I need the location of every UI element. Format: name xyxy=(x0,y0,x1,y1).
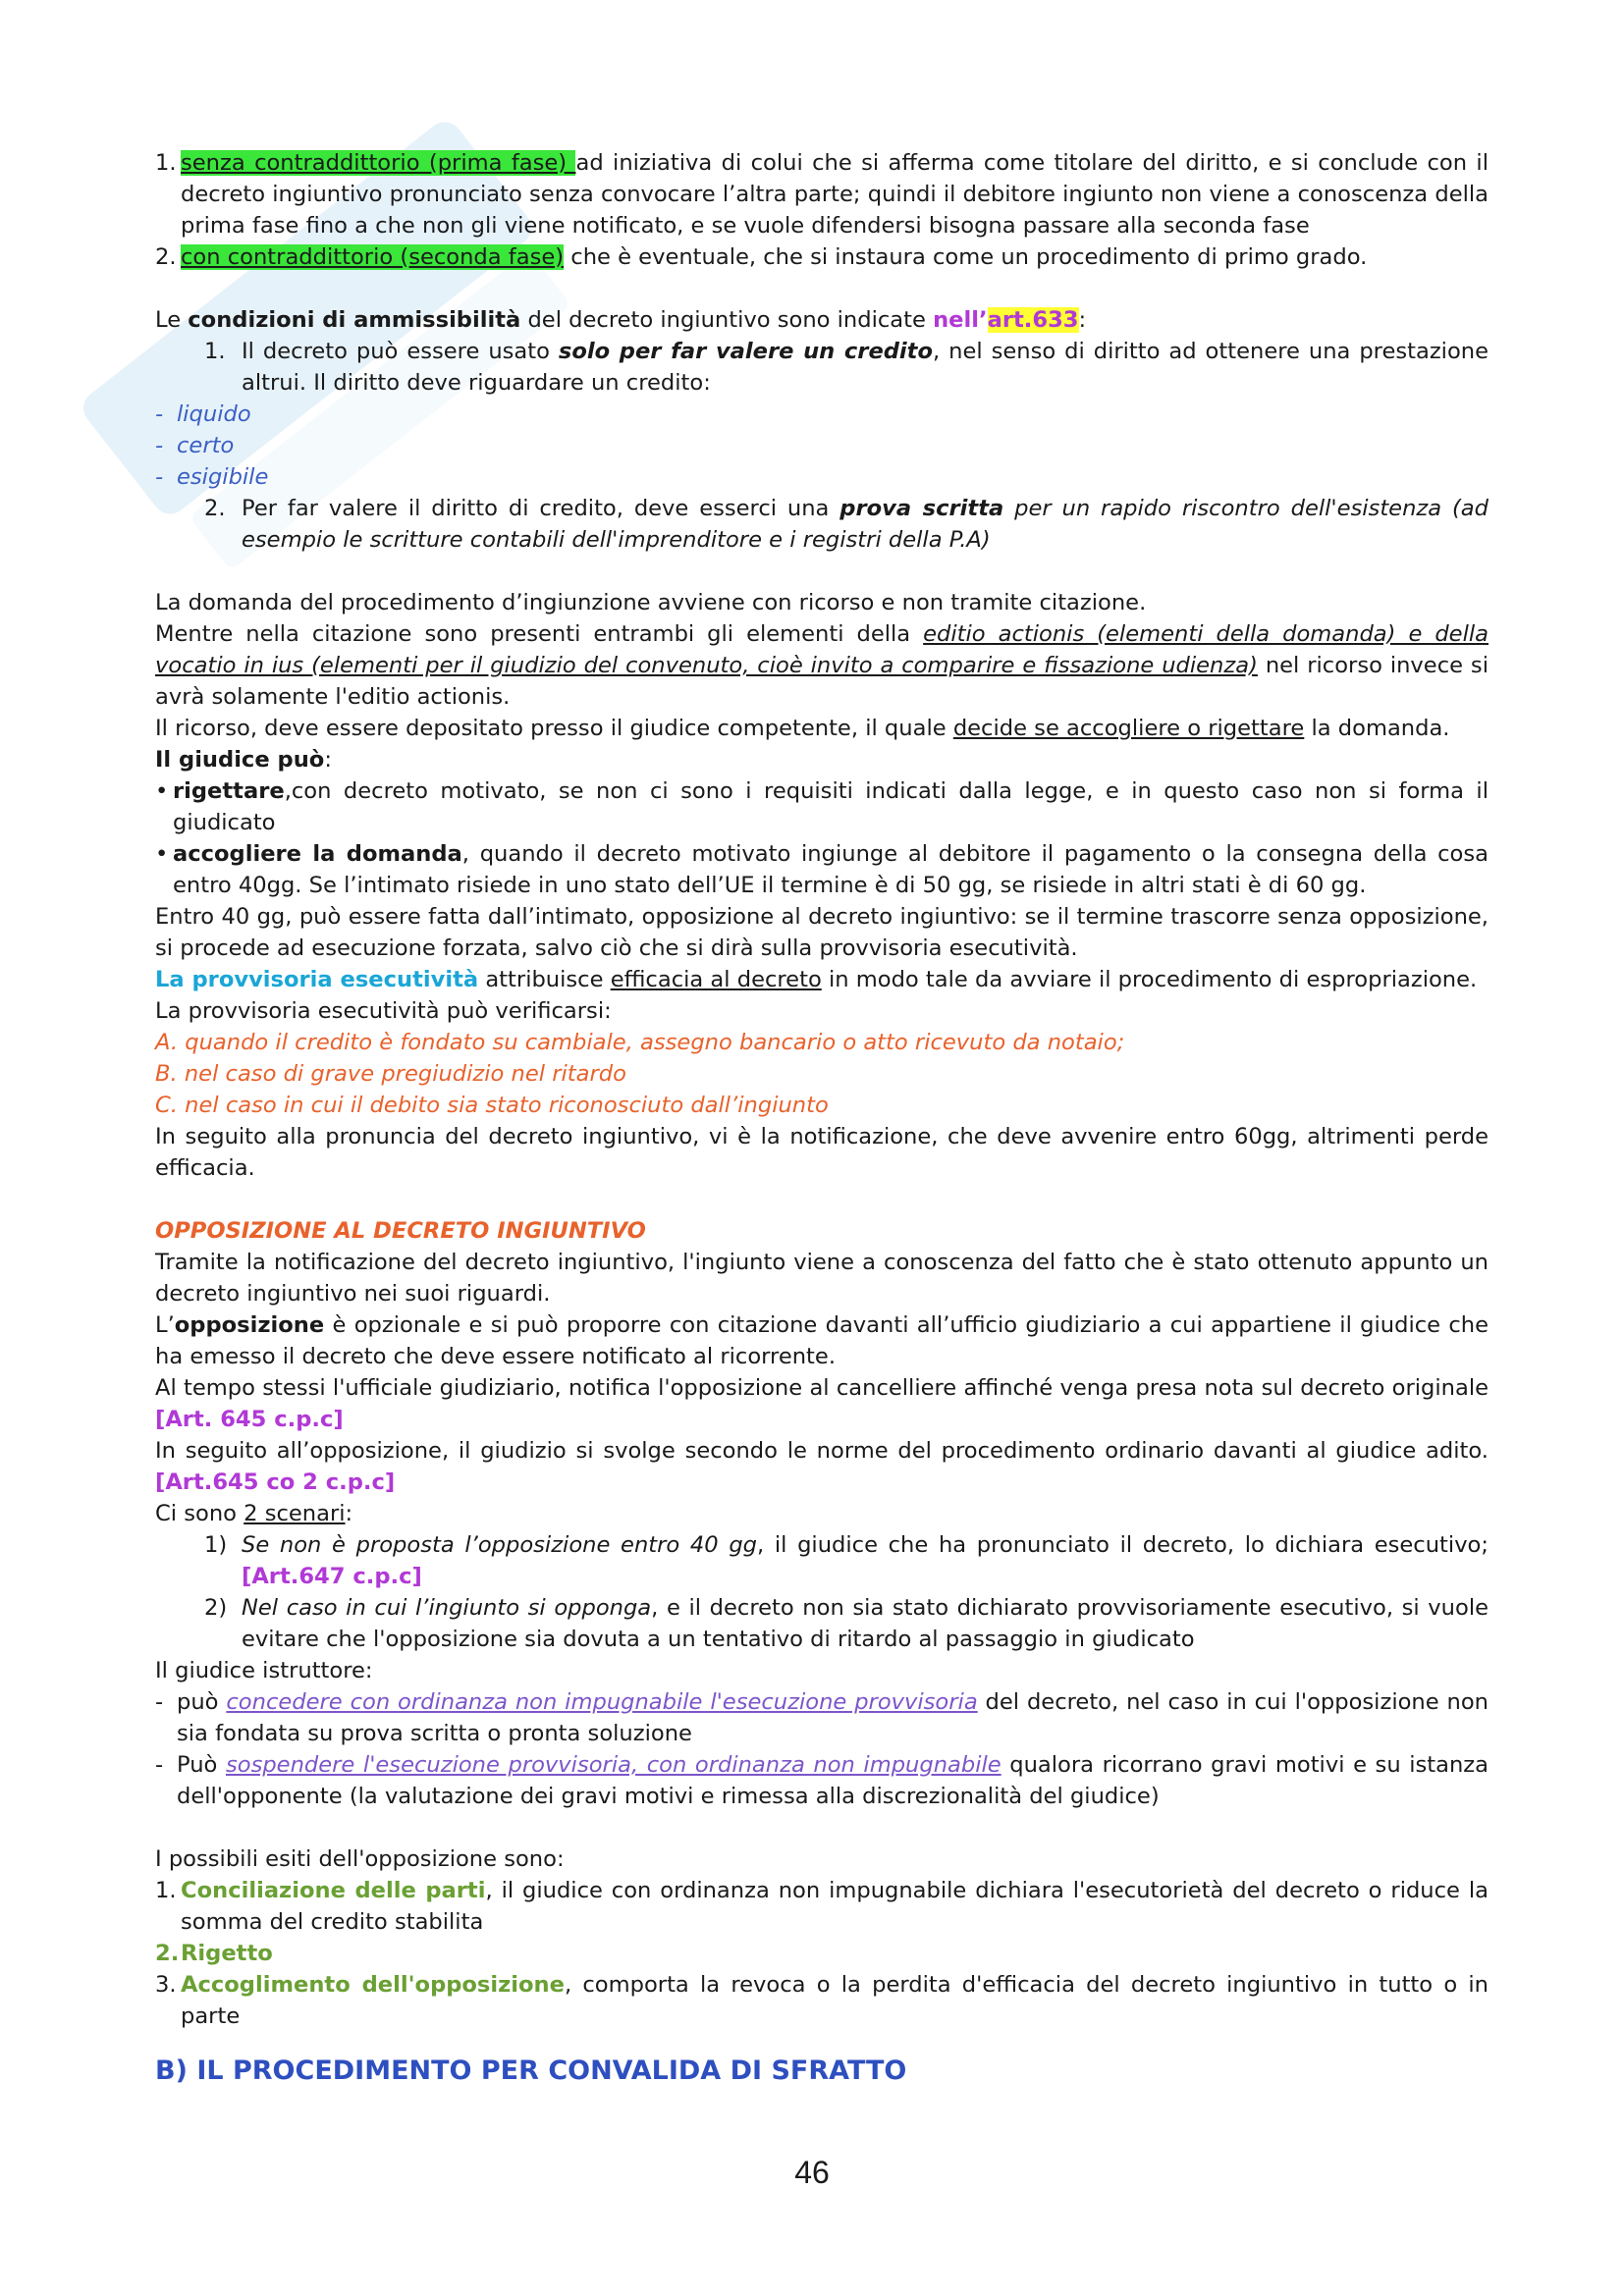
paragraph: Le condizioni di ammissibilità del decreto ingiuntivo sono indicate nell’art.633: xyxy=(155,307,1087,333)
link[interactable]: sospendere l'esecuzione provvisoria, con ordinanza non impugnabile xyxy=(225,1752,1001,1778)
list-item: - certo xyxy=(155,433,235,458)
paragraph: Il ricorso, deve essere depositato presso il giudice competente, il quale decide se accogliere o rigettare la domanda. xyxy=(155,716,1450,741)
list-item: - liquido xyxy=(155,401,251,427)
list-item: 1. Il decreto può essere usato solo per far valere un credito, nel senso di diritto ad ottenere una prestazione altrui. Il diritto deve riguardare un credito: xyxy=(204,339,1489,396)
list-item: C. nel caso in cui il debito sia stato riconosciuto dall’ingiunto xyxy=(155,1093,829,1118)
paragraph: Ci sono 2 scenari: xyxy=(155,1501,353,1526)
list-item: - esigibile xyxy=(155,464,269,490)
list-item: 1. Conciliazione delle parti, il giudice con ordinanza non impugnabile dichiara l'esecutorietà del decreto o riduce la somma del credito stabilita xyxy=(155,1878,1489,1935)
list-item: A. quando il credito è fondato su cambiale, assegno bancario o atto ricevuto da notaio; xyxy=(155,1030,1125,1055)
paragraph: L’opposizione è opzionale e si può proporre con citazione davanti all’ufficio giudiziario a cui appartiene il giudice che ha emesso il decreto che deve essere notificato al ricorrente. xyxy=(155,1312,1489,1369)
list-item: 2. Rigetto xyxy=(155,1941,273,1966)
list-item: 2. Per far valere il diritto di credito, deve esserci una prova scritta per un rapido riscontro dell'esistenza (ad esempio le scritture contabili dell'imprenditore e i registri della P.A) xyxy=(204,496,1489,553)
link[interactable]: concedere con ordinanza non impugnabile l'esecuzione provvisoria xyxy=(226,1689,978,1715)
paragraph: Il giudice istruttore: xyxy=(155,1658,373,1683)
paragraph: La provvisoria esecutività attribuisce efficacia al decreto in modo tale da avviare il procedimento di espropriazione. xyxy=(155,967,1478,992)
list-item: - Può sospendere l'esecuzione provvisoria, con ordinanza non impugnabile qualora ricorrano gravi motivi e su istanza dell'opponente (la valutazione dei gravi motivi e rimessa alla discrezionalità del giudice) xyxy=(155,1752,1489,1809)
paragraph: Il giudice può: xyxy=(155,747,332,773)
paragraph: Mentre nella citazione sono presenti entrambi gli elementi della editio actionis (elementi della domanda) e della vocatio in ius (elementi per il giudizio del convenuto, cioè invito a comparire e fissazione udienza) nel ricorso invece si avrà solamente l'editio actionis. xyxy=(155,621,1489,710)
list-item: 1. senza contraddittorio (prima fase) ad iniziativa di colui che si afferma come titolare del diritto, e si conclude con il decreto ingiuntivo pronunciato senza convocare l’altra parte; quindi il debitore ingiunto non viene a conoscenza della prima fase fino a che non gli viene notificato, e se vuole difendersi bisogna passare alla seconda fase xyxy=(155,150,1489,239)
list-item: 2) Nel caso in cui l’ingiunto si opponga, e il decreto non sia stato dichiarato provvisoriamente esecutivo, si vuole evitare che l'opposizione sia dovuta a un tentativo di ritardo al passaggio in giudicato xyxy=(204,1595,1489,1652)
paragraph: La domanda del procedimento d’ingiunzione avviene con ricorso e non tramite citazione. xyxy=(155,590,1147,615)
paragraph: Al tempo stessi l'ufficiale giudiziario, notifica l'opposizione al cancelliere affinché venga presa nota sul decreto originale [Art. 645 c.p.c] xyxy=(155,1375,1489,1432)
list-item: 2. con contraddittorio (seconda fase) che è eventuale, che si instaura come un procedimento di primo grado. xyxy=(155,244,1368,270)
document-page xyxy=(155,147,1489,2091)
paragraph: In seguito alla pronuncia del decreto ingiuntivo, vi è la notificazione, che deve avvenire entro 60gg, altrimenti perde efficacia. xyxy=(155,1124,1489,1181)
section-heading: OPPOSIZIONE AL DECRETO INGIUNTIVO xyxy=(155,1218,646,1244)
paragraph: Entro 40 gg, può essere fatta dall’intimato, opposizione al decreto ingiuntivo: se il termine trascorre senza opposizione, si procede ad esecuzione forzata, salvo ciò che si dirà sulla provvisoria esecutività. xyxy=(155,904,1489,961)
paragraph: La provvisoria esecutività può verificarsi: xyxy=(155,998,612,1024)
list-item: B. nel caso di grave pregiudizio nel ritardo xyxy=(155,1061,626,1087)
list-item: • rigettare,con decreto motivato, se non ci sono i requisiti indicati dalla legge, e in questo caso non si forma il giudicato xyxy=(155,778,1489,835)
paragraph: In seguito all’opposizione, il giudizio si svolge secondo le norme del procedimento ordinario davanti al giudice adito. [Art.645 co 2 c.p.c] xyxy=(155,1438,1489,1495)
list-item: 1) Se non è proposta l’opposizione entro 40 gg, il giudice che ha pronunciato il decreto, lo dichiara esecutivo; [Art.647 c.p.c] xyxy=(204,1532,1489,1589)
paragraph: Tramite la notificazione del decreto ingiuntivo, l'ingiunto viene a conoscenza del fatto che è stato ottenuto appunto un decreto ingiuntivo nei suoi riguardi. xyxy=(155,1250,1489,1307)
section-heading: B) IL PROCEDIMENTO PER CONVALIDA DI SFRATTO xyxy=(155,2056,907,2086)
list-item: - può concedere con ordinanza non impugnabile l'esecuzione provvisoria del decreto, nel caso in cui l'opposizione non sia fondata su prova scritta o pronta soluzione xyxy=(155,1689,1489,1746)
paragraph: I possibili esiti dell'opposizione sono: xyxy=(155,1846,565,1872)
page-number: 46 xyxy=(794,2155,830,2190)
list-item: 3. Accoglimento dell'opposizione, comporta la revoca o la perdita d'efficacia del decreto ingiuntivo in tutto o in parte xyxy=(155,1972,1489,2029)
list-item: • accogliere la domanda, quando il decreto motivato ingiunge al debitore il pagamento o la consegna della cosa entro 40gg. Se l’intimato risiede in uno stato dell’UE il termine è di 50 gg, se risiede in altri stati è di 60 gg. xyxy=(155,841,1489,898)
